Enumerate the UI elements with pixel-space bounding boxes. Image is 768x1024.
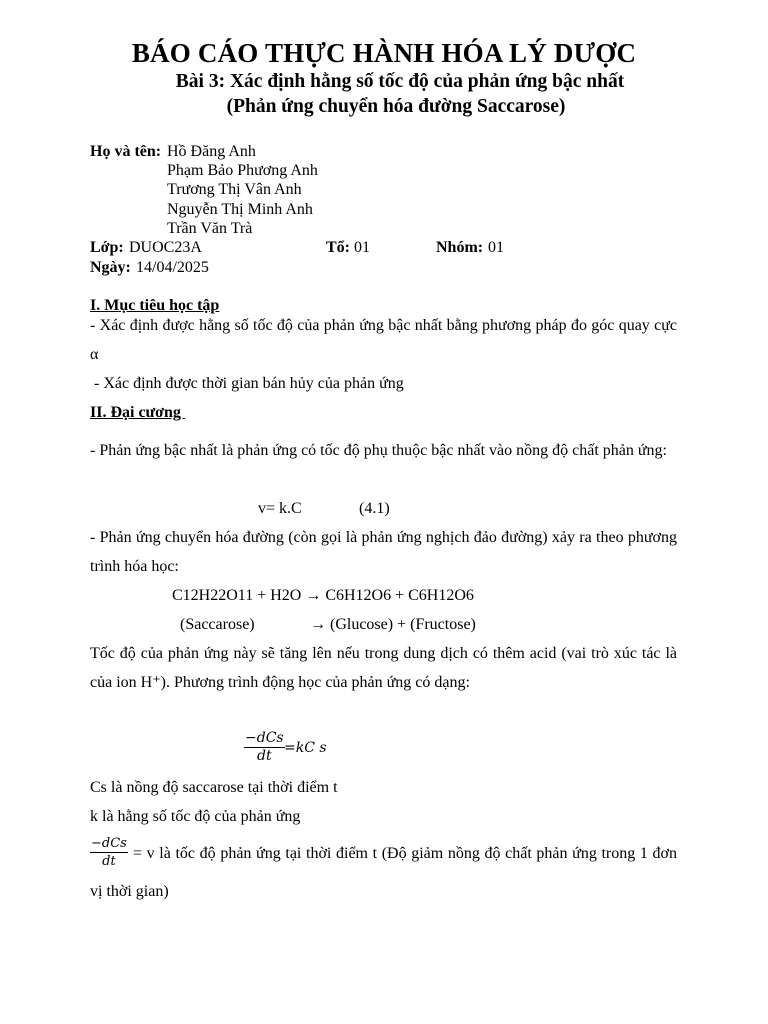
group-value: 01 <box>354 239 370 256</box>
objective-item: - Xác định được thời gian bán hủy của phản ứng <box>90 375 404 392</box>
student-name: Phạm Bảo Phương Anh <box>167 162 318 179</box>
product-names: → (Glucose) + (Fructose) <box>310 616 476 633</box>
rate-equation: v= k.C <box>258 500 302 517</box>
group-label: Tổ: <box>326 239 350 256</box>
reaction-equation: C12H22O11 + H2O → C6H12O6 + C6H12O6 <box>172 587 474 604</box>
section-heading-objectives: I. Mục tiêu học tập <box>90 297 220 314</box>
student-name: Hồ Đăng Anh <box>167 143 256 160</box>
paragraph-kinetics: Tốc độ của phản ứng này sẽ tăng lên nếu trong dung dịch có thêm acid (vai trò xúc tác là của ion H⁺). Phương trình động học của phản ứng có dạng: <box>90 645 677 691</box>
student-name: Nguyễn Thị Minh Anh <box>167 201 313 218</box>
paragraph-first-order: - Phản ứng bậc nhất là phản ứng có tốc độ phụ thuộc bậc nhất vào nồng độ chất phản ứng: <box>90 442 667 459</box>
definition-v-cont: vị thời gian) <box>90 883 169 900</box>
definition-k: k là hằng số tốc độ của phản ứng <box>90 808 301 825</box>
definition-v: = v là tốc độ phản ứng tại thời điểm t (Độ giảm nồng độ chất phản ứng trong 1 đơn <box>133 845 677 862</box>
objective-item: - Xác định được hằng số tốc độ của phản ứng bậc nhất bằng phương pháp đo góc quay cực α <box>90 317 677 363</box>
equation-number: (4.1) <box>359 500 390 517</box>
fraction-denominator: dt <box>257 748 272 764</box>
rate-fraction-inline <box>90 835 128 870</box>
class-value: DUOC23A <box>129 239 202 256</box>
rate-fraction <box>244 730 285 765</box>
section-heading-overview: II. Đại cương <box>90 404 185 421</box>
date-label: Ngày: <box>90 259 131 276</box>
student-name: Trần Văn Trà <box>167 220 253 237</box>
name-label: Họ và tên: <box>90 143 162 160</box>
class-label: Lớp: <box>90 239 124 256</box>
lab-subtitle: Bài 3: Xác định hằng số tốc độ của phản ứng bậc nhất <box>175 71 625 92</box>
fraction-numerator: −dCs <box>91 836 127 851</box>
fraction-numerator: −dCs <box>245 730 284 746</box>
reactant-name: (Saccarose) <box>180 616 255 633</box>
paragraph-reaction: - Phản ứng chuyển hóa đường (còn gọi là phản ứng nghịch đảo đường) xảy ra theo phương trình hóa học: <box>90 529 677 575</box>
date-value: 14/04/2025 <box>136 259 209 276</box>
report-title: BÁO CÁO THỰC HÀNH HÓA LÝ DƯỢC <box>131 38 637 68</box>
team-value: 01 <box>488 239 504 256</box>
fraction-denominator: dt <box>102 854 116 869</box>
lab-subtitle-detail: (Phản ứng chuyển hóa đường Saccarose) <box>226 96 566 117</box>
team-label: Nhóm: <box>436 239 484 256</box>
student-name: Trương Thị Vân Anh <box>167 181 302 198</box>
definition-cs: Cs là nồng độ saccarose tại thời điểm t <box>90 779 338 796</box>
rate-fraction-rhs: =kC s <box>284 740 327 756</box>
